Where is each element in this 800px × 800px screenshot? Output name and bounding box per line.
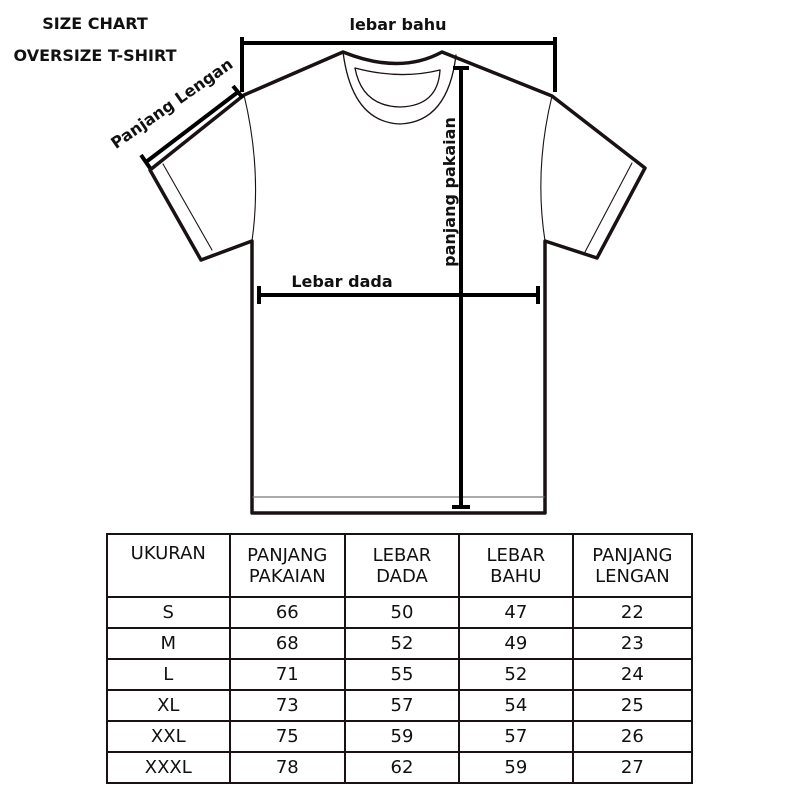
cell-panjang-lengan: 26 bbox=[573, 721, 692, 752]
header-lebar-dada: LEBAR DADA bbox=[345, 534, 459, 597]
cell-panjang-pakaian: 78 bbox=[230, 752, 345, 783]
tshirt-outline bbox=[150, 52, 645, 513]
header-panjang-pakaian: PANJANG PAKAIAN bbox=[230, 534, 345, 597]
header-lebar-bahu: LEBAR BAHU bbox=[459, 534, 573, 597]
cell-lebar-dada: 52 bbox=[345, 628, 459, 659]
cell-size: XXXL bbox=[107, 752, 230, 783]
size-chart-title: SIZE CHART bbox=[42, 14, 148, 33]
table-row bbox=[107, 628, 692, 659]
size-table bbox=[106, 533, 693, 784]
cell-lebar-bahu: 52 bbox=[459, 659, 573, 690]
cell-size: L bbox=[107, 659, 230, 690]
cell-panjang-lengan: 24 bbox=[573, 659, 692, 690]
panjang-lengan-label: Panjang Lengan bbox=[107, 54, 237, 153]
table-row bbox=[107, 752, 692, 783]
cell-panjang-lengan: 23 bbox=[573, 628, 692, 659]
cell-lebar-dada: 57 bbox=[345, 690, 459, 721]
header-panjang-lengan: PANJANG LENGAN bbox=[573, 534, 692, 597]
cell-panjang-lengan: 27 bbox=[573, 752, 692, 783]
cell-size: XL bbox=[107, 690, 230, 721]
cell-panjang-lengan: 25 bbox=[573, 690, 692, 721]
cell-panjang-pakaian: 66 bbox=[230, 597, 345, 628]
cell-lebar-bahu: 47 bbox=[459, 597, 573, 628]
cell-lebar-dada: 59 bbox=[345, 721, 459, 752]
cell-lebar-bahu: 49 bbox=[459, 628, 573, 659]
lebar-bahu-label: lebar bahu bbox=[349, 15, 447, 34]
size-chart-subtitle: OVERSIZE T-SHIRT bbox=[13, 46, 177, 65]
cell-panjang-pakaian: 73 bbox=[230, 690, 345, 721]
cell-panjang-pakaian: 68 bbox=[230, 628, 345, 659]
table-row bbox=[107, 721, 692, 752]
panjang-pakaian-label: panjang pakaian bbox=[440, 117, 459, 267]
cell-size: S bbox=[107, 597, 230, 628]
cell-size: XXL bbox=[107, 721, 230, 752]
table-row bbox=[107, 690, 692, 721]
cell-panjang-lengan: 22 bbox=[573, 597, 692, 628]
cell-lebar-bahu: 54 bbox=[459, 690, 573, 721]
table-row bbox=[107, 659, 692, 690]
cell-lebar-dada: 62 bbox=[345, 752, 459, 783]
table-header-row bbox=[107, 534, 692, 597]
cell-lebar-dada: 50 bbox=[345, 597, 459, 628]
cell-size: M bbox=[107, 628, 230, 659]
cell-panjang-pakaian: 75 bbox=[230, 721, 345, 752]
lebar-dada-label: Lebar dada bbox=[291, 272, 393, 291]
cell-panjang-pakaian: 71 bbox=[230, 659, 345, 690]
cell-lebar-dada: 55 bbox=[345, 659, 459, 690]
header-ukuran: UKURAN bbox=[107, 534, 230, 597]
cell-lebar-bahu: 57 bbox=[459, 721, 573, 752]
cell-lebar-bahu: 59 bbox=[459, 752, 573, 783]
table-row bbox=[107, 597, 692, 628]
